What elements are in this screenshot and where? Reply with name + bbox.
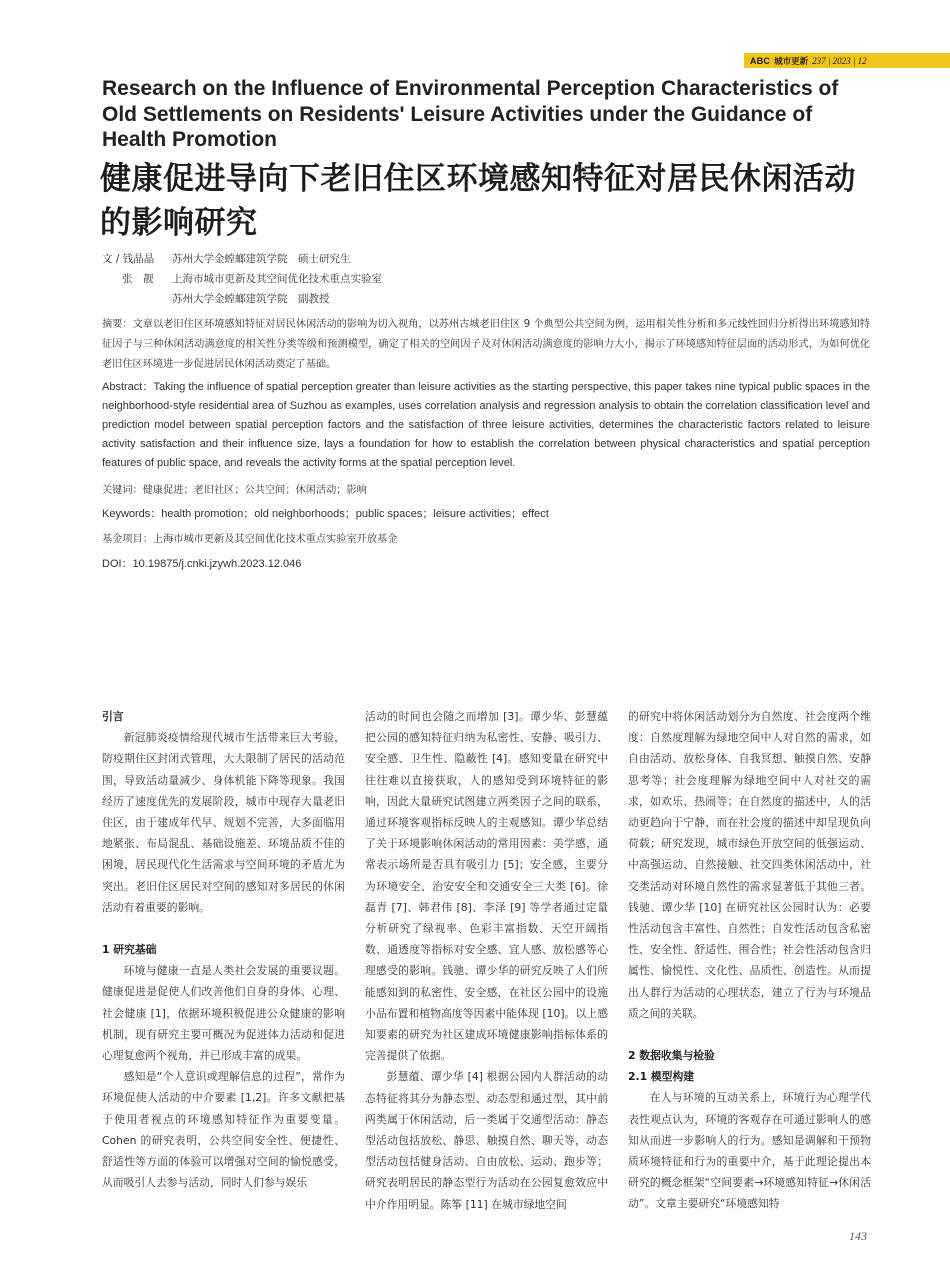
paragraph: 环境与健康一直是人类社会发展的重要议题。健康促进是促使人们改善他们自身的身体、心理、社会健康 [1]，依据环境积极促进公众健康的影响机制，现有研究主要可概况为促进体力活动和促进心理复愈两个视角，并已形成丰富的成果。: [102, 964, 345, 1063]
fund-info: 基金项目：上海市城市更新及其空间优化技术重点实验室开放基金: [102, 534, 398, 545]
journal-name: 城市更新: [774, 56, 809, 67]
author-name: [102, 289, 172, 309]
doi: DOI：10.19875/j.cnki.jzywh.2023.12.046: [102, 558, 302, 570]
author-line: [102, 249, 382, 269]
paragraph: 的研究中将休闲活动划分为自然度、社会度两个维度：自然度理解为绿地空间中人对自然的需求，如自由活动、放松身体、自我冥想、触摸自然、安静思考等；社会度理解为绿地空间中人对社交的需求，如欢乐、热闹等；在自然度的描述中，人的活动更趋向于宁静，而在社会度的描述中却呈现负向荷载；研究发现，城市绿色开放空间的低强运动、中高强运动、自然接触、社交四类休闲活动中，社交类活动对环境自然性的需求显著低于其他三者。钱驰、谭少华 [10] 在研究社区公园时认为：必要性活动包含丰富性、自然性；自发性活动包含私密性、安全性、舒适性、围合性；社会性活动包含归属性、愉悦性、文化性、品质性、创造性。从而提出人群行为活动的心理状态，建立了行为与环境品质之间的关联。: [628, 710, 871, 1020]
paragraph: 感知是“个人意识或理解信息的过程”，常作为环境促使人活动的中介要素 [1,2]。许多文献把基于使用者视点的环境感知特征作为重要变量。Cohen 的研究表明，公共空间安全性、便捷性、舒适性等方面的体验可以增强对空间的愉悦感受，从而吸引人去参与活动，同时人们参与娱乐: [102, 1070, 345, 1190]
title-english: Research on the Influence of Environmental Perception Characteristics of Old Settlements on Residents' Leisure Activities under the Guidance of Health Promotion: [102, 77, 839, 151]
author-name: 张 靓: [122, 273, 154, 285]
author-list: [102, 249, 382, 309]
journal-logo: ABC: [750, 55, 771, 66]
title-chinese: 健康促进导向下老旧住区环境感知特征对居民休闲活动的影响研究: [100, 161, 856, 241]
keywords-chinese: 关键词：健康促进；老旧社区；公共空间；休闲活动；影响: [102, 485, 367, 496]
author-line: [102, 269, 382, 289]
paragraph: 新冠肺炎疫情给现代城市生活带来巨大考验，防疫期住区封闭式管理，大大限制了居民的活动范围，导致活动量减少、身体机能下降等现象。我国经历了速度优先的发展阶段，城市中现存大量老旧住区，由于建成年代早、规划不完善，大多面临用地紧张、布局混乱、基础设施差、环境品质不佳的困境，居民现代化生活需求与空间环境的矛盾尤为突出。老旧住区居民对空间的感知对多居民的休闲活动有着重要的影响。: [102, 731, 345, 914]
author-name: 文 / 钱晶晶: [102, 253, 155, 265]
author-affiliation: 苏州大学金螳螂建筑学院 硕士研究生: [172, 253, 351, 265]
body-column-2: [365, 706, 608, 1215]
journal-header-bar: [744, 53, 950, 68]
journal-issue: 237 | 2023 | 12: [812, 55, 867, 66]
body-column-1: [102, 706, 345, 1193]
abstract-chinese: 摘要：文章以老旧住区环境感知特征对居民休闲活动的影响为切入视角，以苏州古城老旧住区 9 个典型公共空间为例，运用相关性分析和多元线性回归分析得出环境感知特征因子与三种休闲活动满意度的相关性分类等级和预测模型，确定了相关的空间因子及对休闲活动满意度的影响力大小，揭示了环境感知特征层面的活动形式，为如何优化老旧住区环境进一步促进居民休闲活动奠定了基础。: [102, 319, 870, 370]
paragraph: 活动的时间也会随之而增加 [3]。谭少华、彭慧蕴把公园的感知特征归纳为私密性、安静、吸引力、安全感、卫生性、隐蔽性 [4]。感知变量在研究中往往难以直接获取，人的感知受到环境特征的影响，因此大量研究试图建立两类因子之间的联系，通过环境客观指标反映人的主观感知。谭少华总结了关于环境影响休闲活动的常用因素：美学感，通常表示场所是否具有吸引力 [5]；安全感，主要分为环境安全、治安安全和交通安全三大类 [6]。徐磊青 [7]、韩君伟 [8]、李泽 [9] 等学者通过定量分析研究了绿视率、色彩丰富指数、天空开阔指数、通透度等指标对安全感、宜人感、放松感等心理感受的影响。钱驰、谭少华的研究反映了人们所能感知到的私密性、安全感，在社区公园中的设施小品布置和植物高度等因素中能体现 [10]。以上感知要素的研究为社区建成环境健康影响指标体系的完善提供了依据。: [365, 710, 608, 1063]
author-affiliation: 上海市城市更新及其空间优化技术重点实验室: [172, 273, 382, 285]
subsection-heading-model: 2.1 模型构建: [628, 1070, 695, 1084]
section-heading-intro: 引言: [102, 710, 124, 723]
abstract-english: Abstract：Taking the influence of spatial perception greater than leisure activities as the starting perspective, this paper takes nine typical public spaces in the neighborhood-style residential area of Suzhou as examples, uses correlation analysis and regression analysis to obtain the correlation classification level and prediction model between spatial perception factors and the satisfaction of three leisure activities, determines the characteristic factors related to leisure activity satisfaction and their influence size, lays a foundation for how to establish the correlation between physical characteristics and spatial perception features of public space, and reveals the activity forms at the spatial perception level.: [102, 381, 870, 469]
paragraph: 在人与环境的互动关系上，环境行为心理学代表性观点认为，环境的客观存在可通过影响人的感知从而进一步影响人的行为。感知是调解和干预物质环境特征和行为的重要中介，基于此理论提出本研究的概念框架“空间要素→环境感知特征→休闲活动”。文章主要研究“环境感知特: [628, 1091, 871, 1211]
body-column-3: [628, 706, 871, 1215]
page-number: 143: [849, 1229, 867, 1243]
section-heading-data: 2 数据收集与检验: [628, 1049, 715, 1063]
author-line: [102, 289, 382, 309]
author-affiliation: 苏州大学金螳螂建筑学院 副教授: [172, 293, 330, 305]
paragraph: 彭慧蕴、谭少华 [4] 根据公园内人群活动的动态特征将其分为静态型、动态型和通过型，其中前两类属于休闲活动，后一类属于交通型活动：静态型活动包括放松、静思、触摸自然、聊天等，动态型活动包括健身活动、自由放松、运动、跑步等；研究表明居民的静态型行为活动在公园复愈效应中中介作用明显。陈筝 [11] 在城市绿地空间: [365, 1070, 608, 1211]
keywords-english: Keywords：health promotion；old neighborhoods；public spaces；leisure activities；effect: [102, 508, 549, 520]
section-heading-basis: 1 研究基础: [102, 943, 157, 957]
